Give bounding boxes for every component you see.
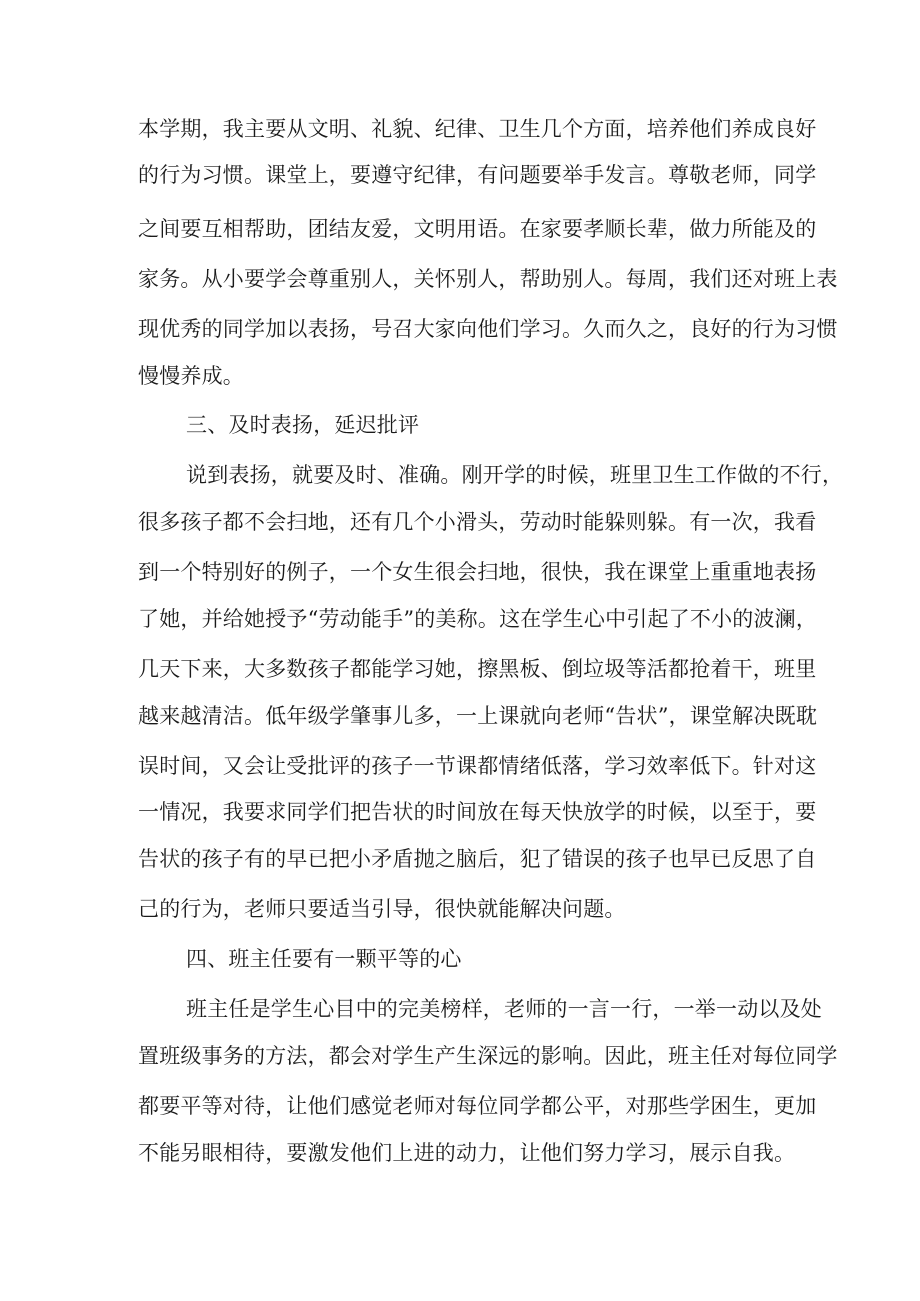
text-line: 己的行为，老师只要适当引导，很快就能解决问题。 [138, 897, 626, 921]
text-line: 都要平等对待，让他们感觉老师对每位同学都公平，对那些学困生，更加 [138, 1094, 817, 1118]
text-line: 不能另眼相待，要激发他们上进的动力，让他们努力学习，展示自我。 [138, 1141, 796, 1165]
text-line: 之间要互相帮助，团结友爱，文明用语。在家要孝顺长辈，做力所能及的 [138, 217, 817, 241]
text-line: 越来越清洁。低年级学肇事儿多，一上课就向老师“告状”，课堂解决既耽 [138, 704, 818, 728]
text-line: 现优秀的同学加以表扬，号召大家向他们学习。久而久之，良好的行为习惯 [138, 317, 838, 341]
text-line: 误时间，又会让受批评的孩子一节课都情绪低落，学习效率低下。针对这 [138, 754, 817, 778]
section-heading: 三、及时表扬，延迟批评 [186, 413, 420, 437]
text-line: 了她，并给她授予“劳动能手”的美称。这在学生心中引起了不小的波澜， [138, 607, 818, 631]
text-line: 的行为习惯。课堂上，要遵守纪律，有问题要举手发言。尊敬老师，同学 [138, 163, 817, 187]
text-line: 到一个特别好的例子，一个女生很会扫地，很快，我在课堂上重重地表扬 [138, 560, 817, 584]
paragraph-first-line: 说到表扬，就要及时、准确。刚开学的时候，班里卫生工作做的不行， [186, 463, 844, 487]
text-line: 慢慢养成。 [138, 364, 244, 388]
section-heading: 四、班主任要有一颗平等的心 [186, 947, 462, 971]
text-line: 本学期，我主要从文明、礼貌、纪律、卫生几个方面，培养他们养成良好 [138, 117, 817, 141]
text-line: 置班级事务的方法，都会对学生产生深远的影响。因此，班主任对每位同学 [138, 1044, 838, 1068]
text-line: 很多孩子都不会扫地，还有几个小滑头，劳动时能躲则躲。有一次，我看 [138, 510, 817, 534]
text-line: 家务。从小要学会尊重别人，关怀别人，帮助别人。每周，我们还对班上表 [138, 267, 838, 291]
text-line: 几天下来，大多数孩子都能学习她，擦黑板、倒垃圾等活都抢着干，班里 [138, 657, 817, 681]
text-line: 一情况，我要求同学们把告状的时间放在每天快放学的时候，以至于，要 [138, 800, 817, 824]
text-line: 告状的孩子有的早已把小矛盾抛之脑后，犯了错误的孩子也早已反思了自 [138, 847, 817, 871]
paragraph-first-line: 班主任是学生心目中的完美榜样，老师的一言一行，一举一动以及处 [186, 997, 822, 1021]
